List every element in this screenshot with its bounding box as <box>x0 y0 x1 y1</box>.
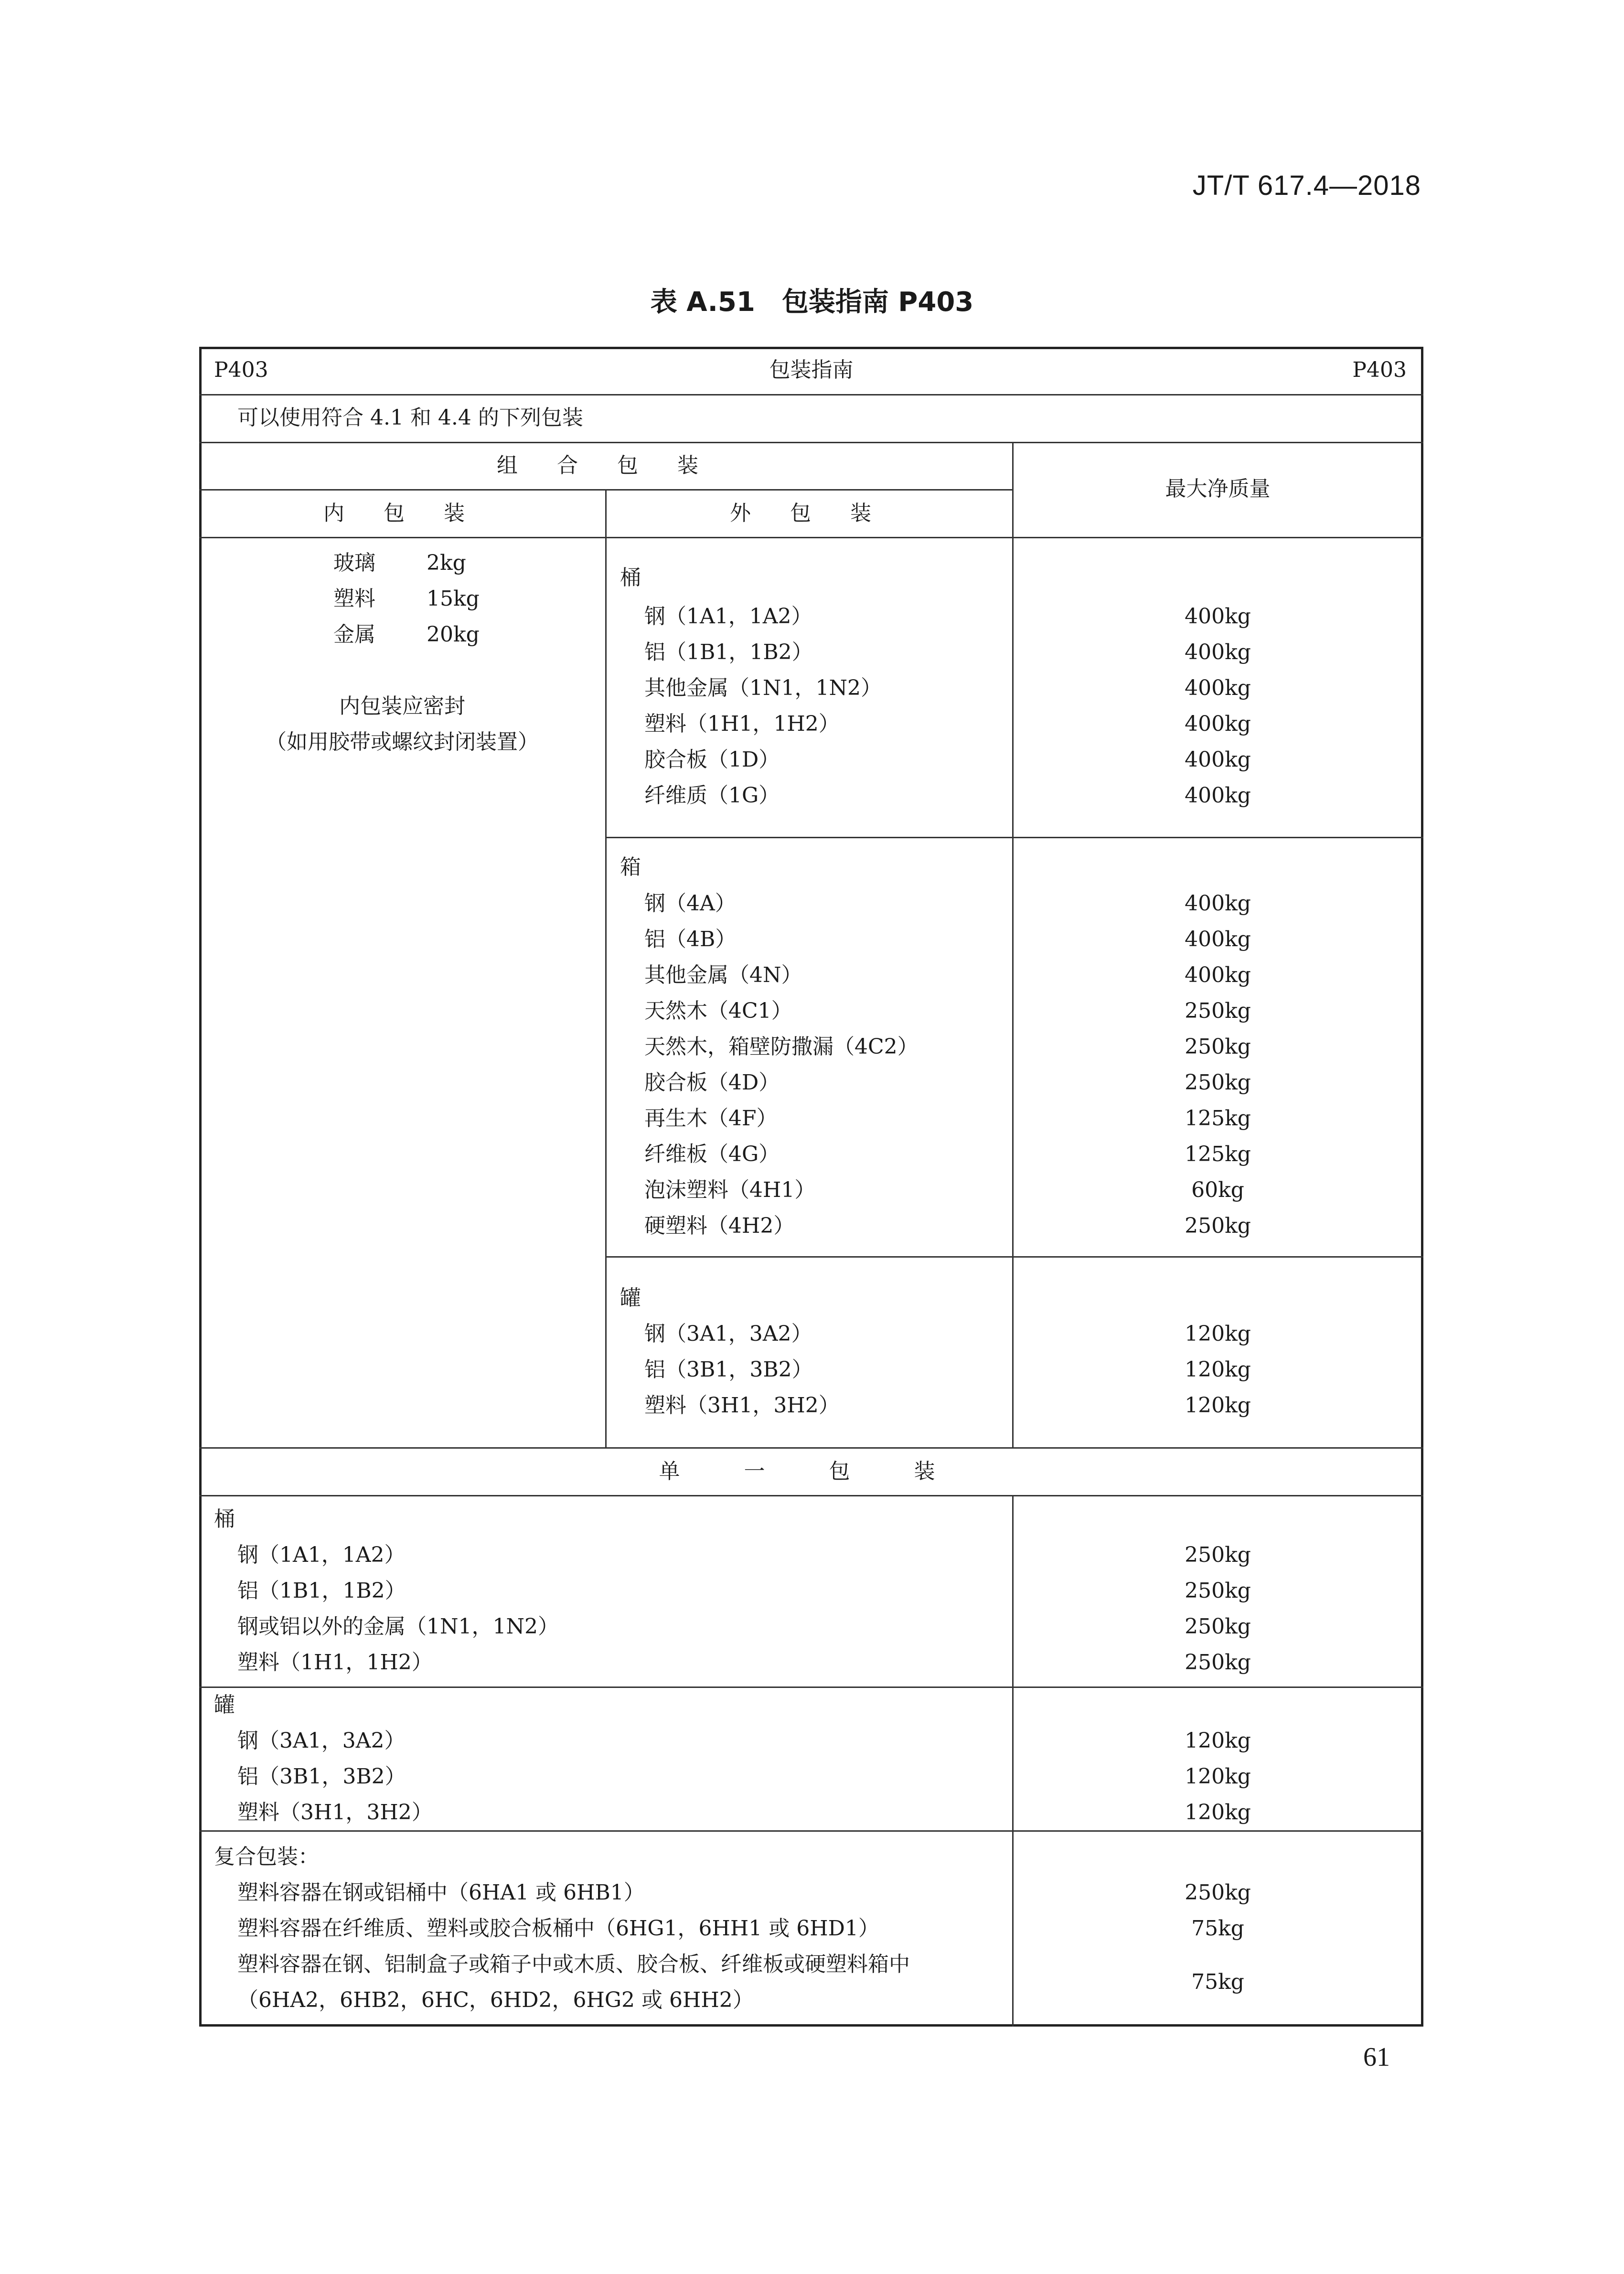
inner-seal-note-detail: （如用胶带或螺纹封闭装置） <box>266 730 539 754</box>
outer-item-mass: 400kg <box>1185 891 1251 916</box>
inner-mass: 15kg <box>427 587 480 611</box>
single-item-name: 钢（1A1，1A2） <box>237 1543 406 1567</box>
outer-item-mass: 125kg <box>1185 1142 1251 1166</box>
outer-item-name: 胶合板（1D） <box>644 747 780 772</box>
single-item-mass: 120kg <box>1185 1800 1251 1825</box>
rule <box>199 1830 1423 1832</box>
outer-item-name: 铝（3B1，3B2） <box>644 1357 813 1382</box>
single-item-mass: 120kg <box>1185 1729 1251 1753</box>
outer-item-name: 胶合板（4D） <box>644 1070 780 1095</box>
single-item-mass: 250kg <box>1185 1579 1251 1603</box>
outer-item-mass: 120kg <box>1185 1357 1251 1382</box>
outer-item-name: 再生木（4F） <box>644 1106 778 1131</box>
inner-material: 金属 <box>333 622 375 647</box>
single-item-mass: 250kg <box>1185 1543 1251 1567</box>
outer-packaging-label: 外 包 装 <box>730 501 887 525</box>
single-item-name: 铝（3B1，3B2） <box>237 1764 406 1789</box>
inner-mass: 2kg <box>427 551 466 575</box>
outer-item-mass: 125kg <box>1185 1106 1251 1131</box>
outer-item-name: 塑料（3H1，3H2） <box>644 1393 840 1418</box>
rule <box>199 442 1423 443</box>
single-item-name: 钢（3A1，3A2） <box>237 1729 406 1753</box>
table-head-title: 包装指南 <box>769 358 854 382</box>
max-net-mass-label: 最大净质量 <box>1165 477 1271 501</box>
composite-item-name: 塑料容器在钢或铝桶中（6HA1 或 6HB1） <box>237 1880 645 1905</box>
composite-item-name: 塑料容器在纤维质、塑料或胶合板桶中（6HG1，6HH1 或 6HD1） <box>237 1916 879 1941</box>
outer-item-name: 钢（4A） <box>644 891 736 916</box>
single-item-name: 铝（1B1，1B2） <box>237 1579 406 1603</box>
single-item-name: 塑料（3H1，3H2） <box>237 1800 433 1825</box>
inner-material: 塑料 <box>333 587 375 611</box>
composite-item-mass: 75kg <box>1191 1916 1244 1941</box>
outer-item-name: 硬塑料（4H2） <box>644 1214 795 1238</box>
composite-item-mass: 75kg <box>1191 1970 1244 1994</box>
outer-item-mass: 400kg <box>1185 927 1251 951</box>
outer-item-name: 钢（1A1，1A2） <box>644 604 812 629</box>
outer-item-name: 钢（3A1，3A2） <box>644 1322 812 1346</box>
outer-item-mass: 400kg <box>1185 747 1251 772</box>
single-item-mass: 250kg <box>1185 1650 1251 1675</box>
outer-item-mass: 400kg <box>1185 712 1251 736</box>
outer-item-name: 其他金属（1N1，1N2） <box>644 676 882 700</box>
composite-title: 复合包装： <box>214 1845 319 1869</box>
outer-item-name: 铝（1B1，1B2） <box>644 640 813 664</box>
outer-item-mass: 400kg <box>1185 963 1251 987</box>
outer-group-title-boxes: 箱 <box>620 855 641 879</box>
single-group-title-jerricans: 罐 <box>214 1693 235 1717</box>
outer-item-mass: 250kg <box>1185 999 1251 1023</box>
rule <box>605 489 607 1447</box>
inner-seal-note: 内包装应密封 <box>339 694 465 718</box>
code-right: P403 <box>1352 358 1407 382</box>
usage-note: 可以使用符合 4.1 和 4.4 的下列包装 <box>237 406 583 430</box>
single-item-mass: 120kg <box>1185 1764 1251 1789</box>
outer-item-mass: 250kg <box>1185 1214 1251 1238</box>
outer-item-mass: 400kg <box>1185 640 1251 664</box>
single-item-name: 塑料（1H1，1H2） <box>237 1650 433 1675</box>
rule <box>605 837 1423 838</box>
outer-item-mass: 250kg <box>1185 1035 1251 1059</box>
single-item-mass: 250kg <box>1185 1614 1251 1639</box>
outer-item-mass: 120kg <box>1185 1393 1251 1418</box>
outer-item-name: 其他金属（4N） <box>644 963 802 987</box>
inner-material: 玻璃 <box>333 551 375 575</box>
outer-group-title-jerricans: 罐 <box>620 1286 641 1310</box>
outer-item-name: 塑料（1H1，1H2） <box>644 712 840 736</box>
table-number: 表 A.51 <box>650 287 755 318</box>
rule <box>605 1256 1423 1258</box>
composite-item-name-cont: （6HA2，6HB2，6HC，6HD2，6HG2 或 6HH2） <box>237 1988 754 2012</box>
code-left: P403 <box>214 358 268 382</box>
composite-item-name: 塑料容器在钢、铝制盒子或箱子中或木质、胶合板、纤维板或硬塑料箱中 <box>237 1952 910 1976</box>
rule <box>199 1687 1423 1688</box>
outer-item-name: 天然木，箱壁防撒漏（4C2） <box>644 1035 919 1059</box>
rule <box>199 394 1423 395</box>
standard-code: JT/T 617.4—2018 <box>1192 170 1421 201</box>
single-item-name: 钢或铝以外的金属（1N1，1N2） <box>237 1614 559 1639</box>
outer-item-mass: 60kg <box>1191 1178 1244 1202</box>
page-number: 61 <box>1363 2042 1390 2072</box>
rule <box>199 537 1423 538</box>
outer-item-name: 铝（4B） <box>644 927 737 951</box>
outer-item-name: 纤维板（4G） <box>644 1142 780 1166</box>
composite-item-mass: 250kg <box>1185 1880 1251 1905</box>
outer-item-mass: 120kg <box>1185 1322 1251 1346</box>
outer-group-title-drums: 桶 <box>620 566 641 590</box>
rule <box>199 1495 1423 1496</box>
outer-item-mass: 400kg <box>1185 676 1251 700</box>
single-packaging-label: 单 一 包 装 <box>659 1459 964 1484</box>
inner-mass: 20kg <box>427 622 480 647</box>
single-group-title-drums: 桶 <box>214 1507 235 1531</box>
inner-packaging-label: 内 包 装 <box>323 501 481 525</box>
outer-item-mass: 250kg <box>1185 1070 1251 1095</box>
rule <box>199 1447 1423 1449</box>
outer-item-name: 泡沫塑料（4H1） <box>644 1178 816 1202</box>
table-title <box>0 281 1624 319</box>
outer-item-name: 纤维质（1G） <box>644 783 780 808</box>
outer-item-name: 天然木（4C1） <box>644 999 792 1023</box>
outer-item-mass: 400kg <box>1185 604 1251 629</box>
combination-packaging-label: 组 合 包 装 <box>497 453 715 478</box>
table-name: 包装指南 P403 <box>781 287 974 318</box>
outer-item-mass: 400kg <box>1185 783 1251 808</box>
